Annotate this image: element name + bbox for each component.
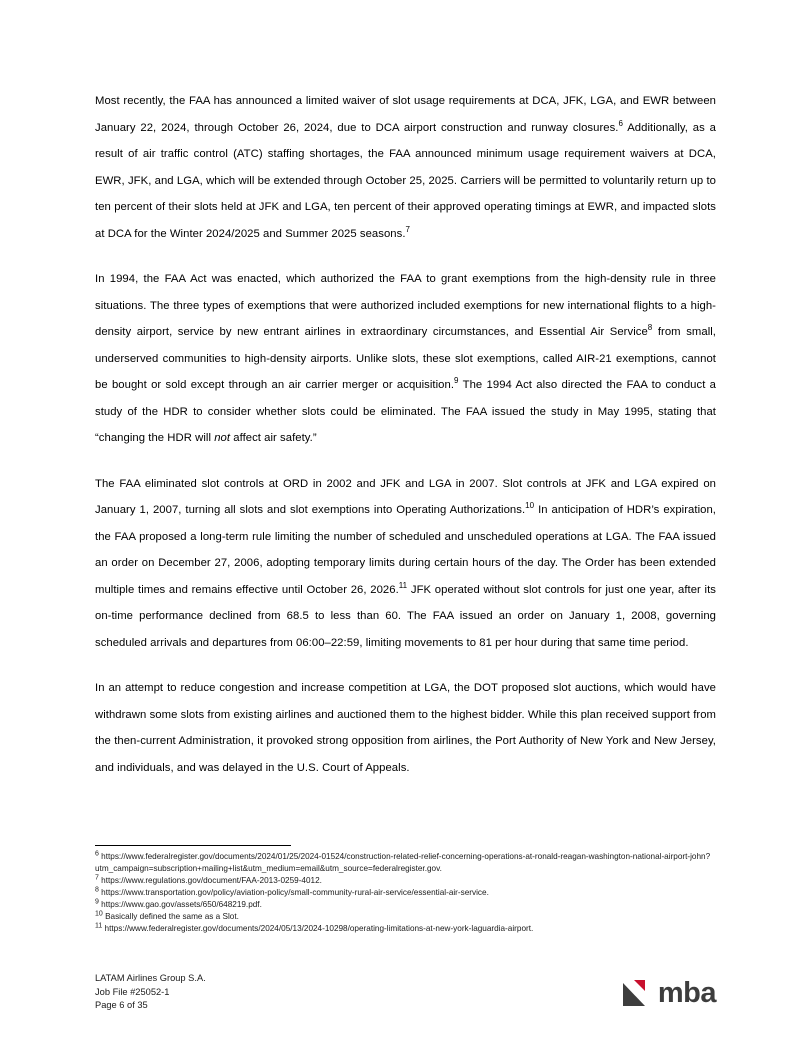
text-run: In an attempt to reduce congestion and increase competition at LGA, the DOT proposed slot auctions, which would have withdrawn some slots from existing airlines and auctioned them to the highest bidder. While this plan received support from the then-current Administration, it provoked strong opposition from airlines, the Port Authority of New York and New Jersey, and individuals, and was delayed in the U.S. Court of Appeals. (95, 682, 716, 774)
footnote-marker[interactable]: 10 (525, 501, 535, 511)
paragraph-1 (95, 88, 716, 247)
footnote-8 (95, 887, 716, 899)
text-run: In 1994, the FAA Act was enacted, which authorized the FAA to grant exemptions from the high-density rule in three situations. The three types of exemptions that were authorized included exemptions for new international flights to a high-density airport, service by new entrant airlines in extraordinary circumstances, and Essential Air Service (95, 273, 716, 338)
text-run: from small, underserved communities to high-density airports. Unlike slots, these slot exemptions, called AIR-21 exemptions, cannot be bought or sold except through an air carrier merger or acquisition. (95, 326, 716, 391)
footnote-marker[interactable]: 6 (618, 118, 623, 128)
footnote-separator (95, 845, 291, 846)
text-run: The FAA eliminated slot controls at ORD in 2002 and JFK and LGA in 2007. Slot controls at JFK and LGA expired on January 1, 2007, turning all slots and slot exemptions into Operating Authorizations. (95, 477, 716, 516)
footnote-text[interactable]: https://www.transportation.gov/policy/aviation-policy/small-community-rural-air-service/essential-air-service. (98, 887, 489, 897)
paragraph-4 (95, 675, 716, 781)
footnote-marker[interactable]: 8 (647, 323, 653, 333)
emphasis-text: not (214, 432, 231, 444)
footnote-number: 6 (95, 850, 99, 858)
text-run: JFK operated without slot controls for just one year, after its on-time performance declined from 68.5 to less than 60. The FAA issued an order on January 1, 2008, governing scheduled arrivals and departures from 06:00–22:59, limiting movements to 81 per hour during that same time period. (95, 583, 716, 649)
text-run: affect air safety.” (230, 432, 317, 444)
footnote-6 (95, 851, 716, 874)
footnote-number: 9 (95, 898, 99, 906)
footnote-marker[interactable]: 7 (405, 224, 411, 234)
footnote-marker[interactable]: 9 (454, 376, 459, 386)
footnote-10 (95, 911, 716, 923)
text-run: Additionally, as a result of air traffic control (ATC) staffing shortages, the FAA announced minimum usage requirement waivers at DCA, EWR, JFK, and LGA, which will be extended through October 25, 2025. Carriers will be permitted to voluntarily return up to ten percent of their slots held at JFK and LGA, ten percent of their approved operating timings at EWR, and impacted slots at DCA for the Winter 2024/2025 and Summer 2025 seasons. (95, 121, 716, 240)
text-run: In anticipation of HDR’s expiration, the FAA proposed a long-term rule limiting the number of scheduled and unscheduled operations at LGA. The FAA issued an order on December 27, 2006, adopting temporary limits during certain hours of the day. The Order has been extended multiple times and remains effective until October 26, 2026. (95, 504, 716, 596)
footnote-11 (95, 923, 716, 935)
page-footer (95, 972, 716, 1032)
footer-client-name: LATAM Airlines Group S.A. (95, 973, 206, 983)
logo-triangle-icon (621, 978, 655, 1008)
footnote-number: 11 (95, 922, 103, 930)
paragraph-2 (95, 266, 716, 452)
footnote-7 (95, 875, 716, 887)
footnote-9 (95, 899, 716, 911)
mba-logo (621, 976, 716, 1010)
footnote-section (95, 845, 716, 935)
footer-page-number: Page 6 of 35 (95, 1000, 148, 1011)
footnote-number: 10 (95, 910, 103, 918)
footer-job-file: Job File #25052-1 (95, 986, 170, 997)
footnote-marker[interactable]: 11 (398, 580, 408, 590)
footnote-text[interactable]: https://www.federalregister.gov/documents/2024/01/25/2024-01524/construction-related-relief-concerning-operations-at-ronald-reagan-washington-national-airport-john?utm_campaign=subscription+mailing+list&utm_medium=email&utm_source=federalregister.gov. (95, 852, 711, 873)
footnote-number: 8 (95, 886, 99, 894)
text-run: Most recently, the FAA has announced a limited waiver of slot usage requirements at DCA, JFK, LGA, and EWR between January 22, 2024, through October 26, 2024, due to DCA airport construction and runway closures. (95, 95, 716, 134)
footnote-text[interactable]: https://www.gao.gov/assets/650/648219.pdf. (98, 899, 262, 909)
text-run: The 1994 Act also directed the FAA to conduct a study of the HDR to consider whether slots could be eliminated. The FAA issued the study in May 1995, stating that “changing the HDR will (95, 379, 716, 444)
logo-wordmark: mba (657, 976, 716, 1009)
footnote-text[interactable]: Basically defined the same as a Slot. (102, 911, 239, 921)
document-body (95, 88, 716, 800)
paragraph-3 (95, 471, 716, 657)
footnote-number: 7 (95, 873, 99, 881)
footnote-text[interactable]: https://www.regulations.gov/document/FAA-2013-0259-4012. (98, 875, 322, 885)
footnote-text[interactable]: https://www.federalregister.gov/documents/2024/05/13/2024-10298/operating-limitations-at-new-york-laguardia-airport. (102, 924, 534, 934)
